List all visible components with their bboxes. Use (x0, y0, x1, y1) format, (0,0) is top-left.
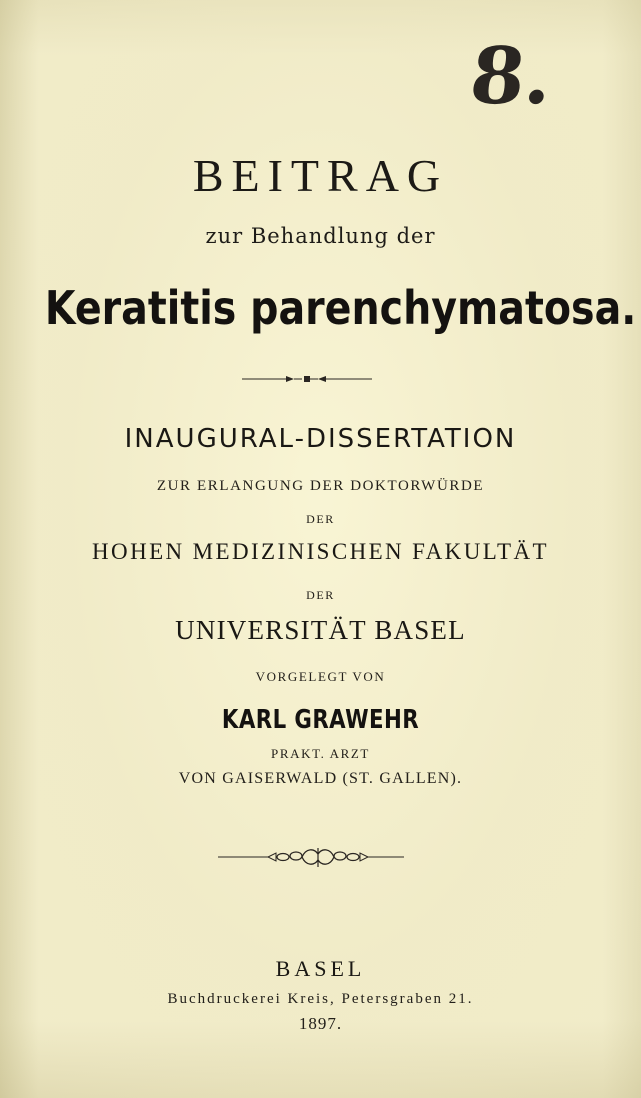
purpose-line: ZUR ERLANGUNG DER DOKTORWÜRDE (156, 478, 485, 494)
faculty-line: HOHEN MEDIZINISCHEN FAKULTÄT (92, 539, 549, 564)
rule-with-arrow-ornament (0, 372, 641, 386)
subtitle: zur Behandlung der (205, 224, 436, 248)
rule-with-floral-ornament (0, 842, 641, 872)
imprint-printer: Buchdruckerei Kreis, Petersgraben 21. (167, 991, 474, 1007)
imprint-year: 1897. (298, 1014, 343, 1033)
shelf-mark (465, 31, 564, 128)
submitted-by-line: VORGELEGT VON (255, 669, 386, 684)
shelf-mark-number: 8. (465, 31, 557, 122)
imprint-city: BASEL (275, 956, 366, 981)
der-line-1: DER (306, 512, 335, 526)
profession-line: PRAKT. ARZT (271, 746, 370, 761)
title: BEITRAG (192, 150, 449, 201)
dissertation-type: INAUGURAL-DISSERTATION (124, 424, 517, 454)
der-line-2: DER (306, 588, 335, 602)
university-line: UNIVERSITÄT BASEL (175, 615, 466, 645)
author-name: KARL GRAWEHR (221, 705, 420, 735)
origin-line: VON GAISERWALD (ST. GALLEN). (178, 770, 463, 787)
main-title: Keratitis parenchymatosa. (44, 281, 637, 335)
